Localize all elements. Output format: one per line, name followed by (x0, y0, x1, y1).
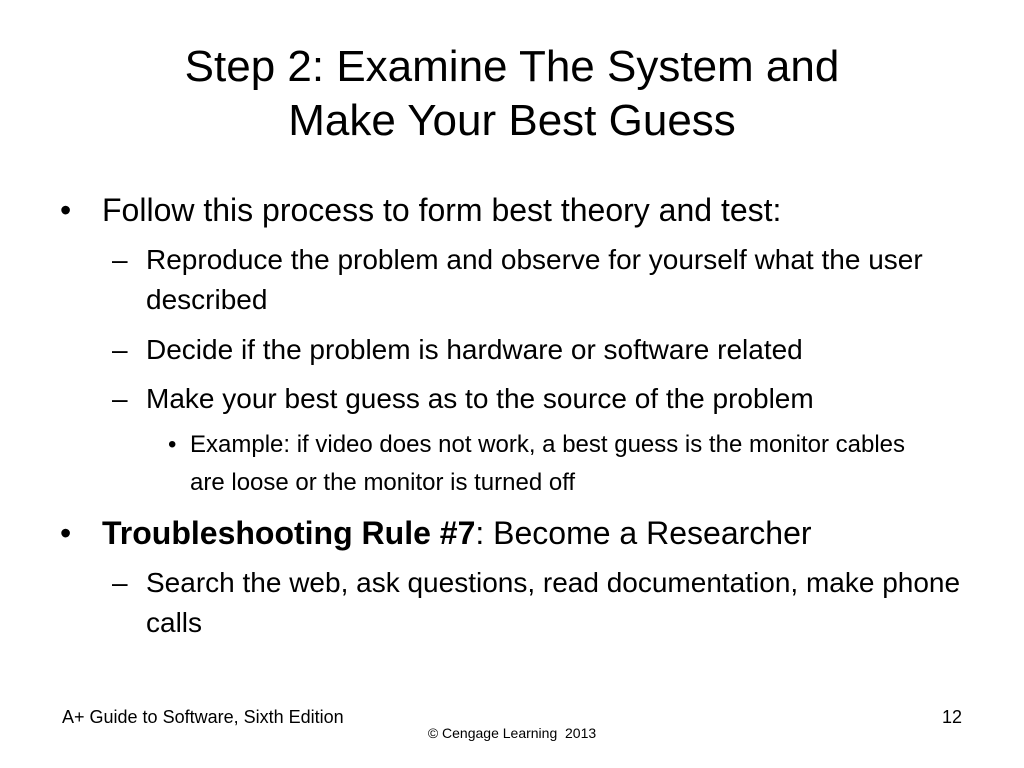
footer-copyright: © Cengage Learning 2013 (427, 725, 597, 741)
rule-description: : Become a Researcher (475, 515, 812, 551)
bullet-marker: • (60, 192, 72, 228)
bullet-marker: • (60, 515, 72, 551)
subsubbullet-text: Example: if video does not work, a best guess is the monitor cables are loose or the monitor is turned off (190, 431, 906, 496)
subbullet-text: Make your best guess as to the source of the problem (146, 383, 814, 414)
bullet-text (102, 513, 812, 553)
title-line-1: Step 2: Examine The System and (184, 42, 840, 91)
subbullet-text: Search the web, ask questions, read documentation, make phone calls (146, 567, 961, 638)
dash-marker: – (112, 383, 128, 414)
dash-marker: – (112, 334, 128, 365)
subbullet-text: Reproduce the problem and observe for yourself what the user described (146, 244, 923, 315)
title-line-2: Make Your Best Guess (288, 96, 736, 145)
footer-page-number: 12 (941, 707, 962, 727)
rule-label: Troubleshooting Rule #7 (102, 515, 476, 551)
subbullet-text: Decide if the problem is hardware or software related (146, 334, 803, 365)
slide-title (60, 40, 964, 148)
dash-marker: – (112, 567, 128, 598)
bullet-marker: • (168, 431, 177, 458)
footer-book-title: A+ Guide to Software, Sixth Edition (62, 707, 344, 727)
dash-marker: – (112, 244, 128, 275)
bullet-text: Follow this process to form best theory and test: (102, 192, 782, 228)
